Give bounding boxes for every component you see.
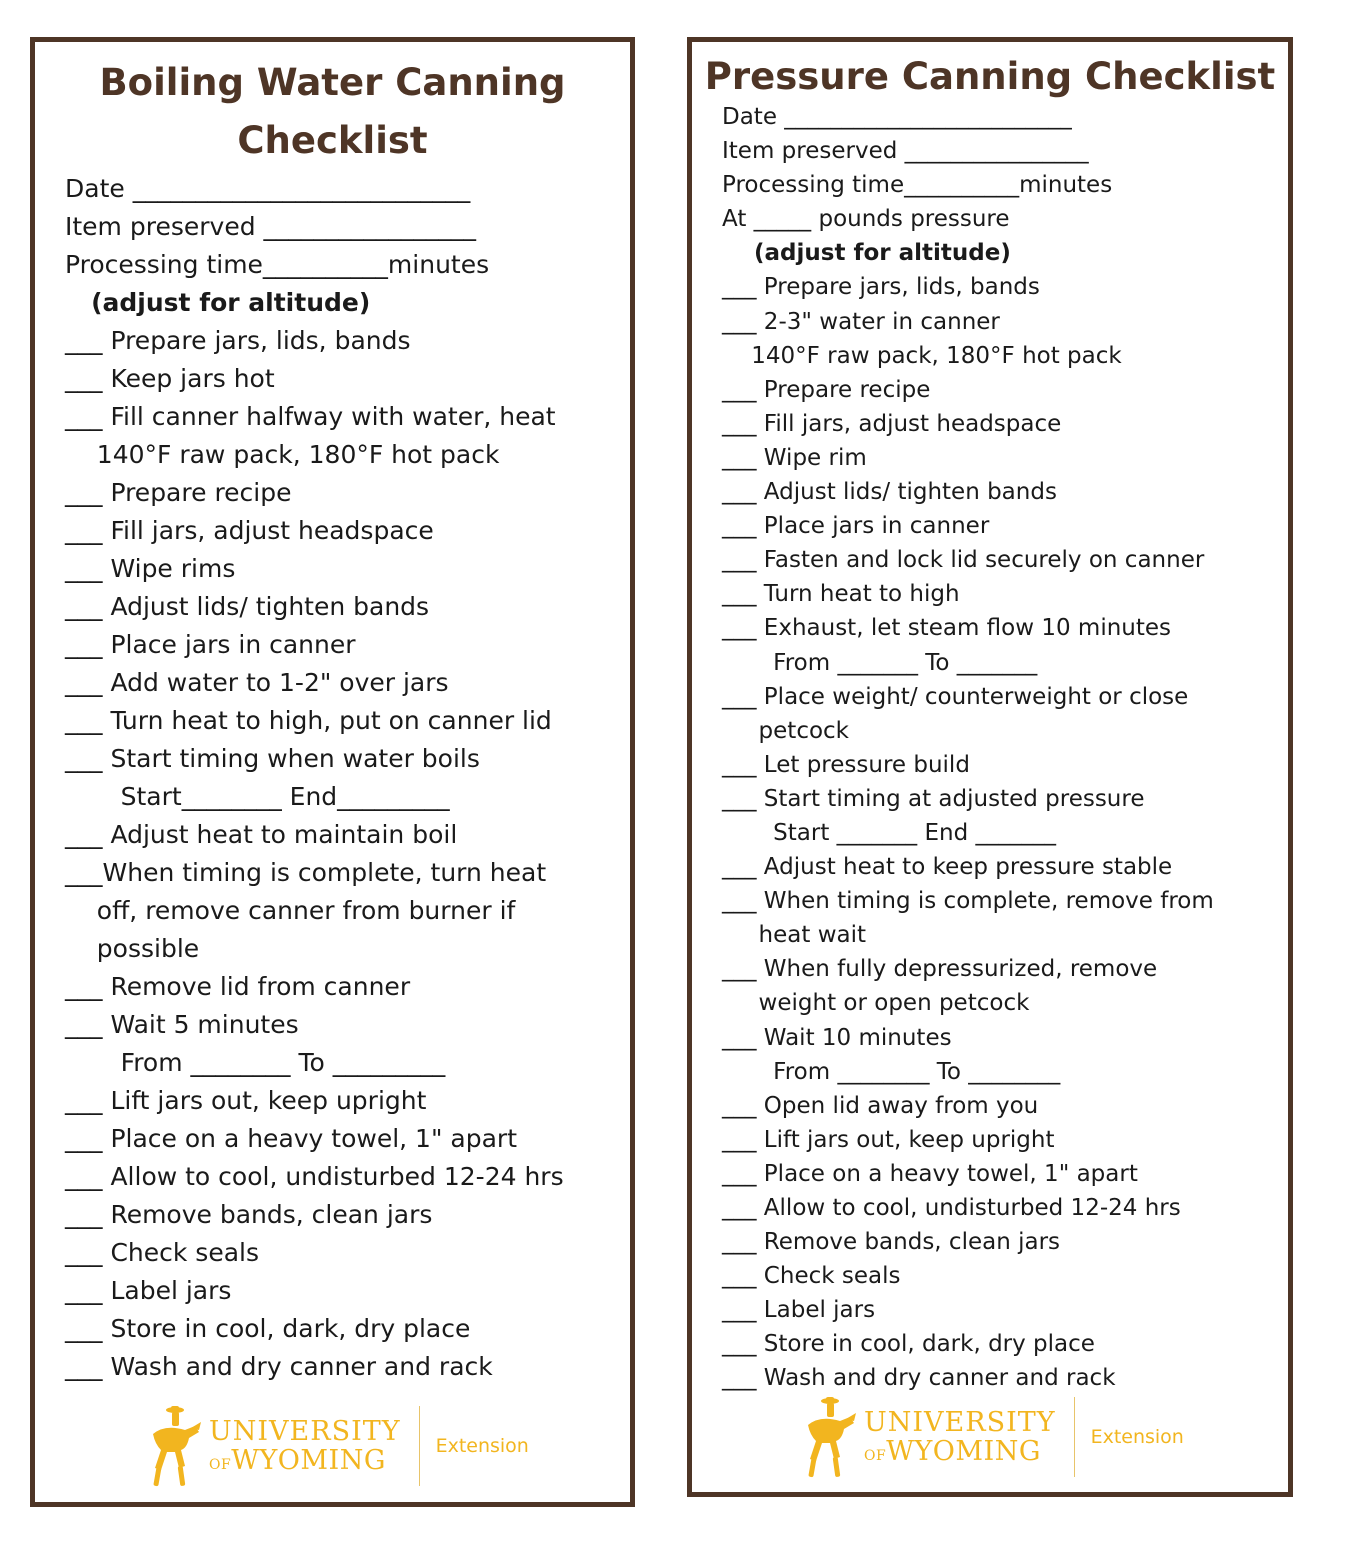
checklist-line: ___ Prepare recipe	[722, 376, 931, 403]
checklist-line: At _____ pounds pressure	[722, 206, 1010, 233]
checklist-line: ___ Place on a heavy towel, 1" apart	[722, 1160, 1138, 1187]
checklist-line: ___ Remove lid from canner	[65, 972, 411, 1001]
altitude-note: (adjust for altitude)	[65, 288, 371, 317]
checklist-line: weight or open petcock	[722, 990, 1030, 1017]
checklist-line: ___ Store in cool, dark, dry place	[65, 1314, 471, 1343]
university-wordmark	[209, 1418, 401, 1474]
checklist-line: ___ Lift jars out, keep upright	[65, 1086, 427, 1115]
checklist-line: ___ Remove bands, clean jars	[65, 1200, 433, 1229]
bucking-horse-icon	[800, 1395, 858, 1479]
checklist-line: ___ Store in cool, dark, dry place	[722, 1331, 1095, 1358]
wordmark-of: OF	[864, 1448, 887, 1464]
checklist-line: ___ Remove bands, clean jars	[722, 1229, 1061, 1256]
boiling-water-title	[35, 42, 630, 170]
checklist-line: ___ Wait 10 minutes	[722, 1024, 952, 1051]
checklist-line: ___ Place jars in canner	[722, 513, 990, 540]
logo-divider	[419, 1406, 420, 1486]
checklist-line: ___When timing is complete, turn heat	[65, 858, 547, 887]
checklist-line: ___ Wash and dry canner and rack	[65, 1352, 493, 1381]
checklist-line: From ________ To ________	[722, 1058, 1061, 1085]
checklist-line: ___ Add water to 1-2" over jars	[65, 668, 449, 697]
checklist-line: ___ Place on a heavy towel, 1" apart	[65, 1124, 518, 1153]
checklist-line: ___ Prepare recipe	[65, 478, 292, 507]
checklist-line: ___ 2-3" water in canner	[722, 308, 1000, 335]
checklist-line: From ________ To _________	[65, 1048, 446, 1077]
checklist-line: ___ Label jars	[65, 1276, 232, 1305]
checklist-line: ___ Adjust lids/ tighten bands	[65, 592, 430, 621]
checklist-line: ___ Adjust lids/ tighten bands	[722, 479, 1057, 506]
checklist-line: ___ Let pressure build	[722, 751, 970, 778]
checklist-line: 140°F raw pack, 180°F hot pack	[722, 342, 1122, 369]
university-wordmark	[864, 1409, 1056, 1465]
checklist-line: ___ Adjust heat to keep pressure stable	[722, 854, 1173, 881]
checklist-line: ___ Turn heat to high, put on canner lid	[65, 706, 552, 735]
pressure-canning-title: Pressure Canning Checklist	[704, 55, 1276, 98]
pressure-canning-checklist-card	[687, 37, 1293, 1497]
checklist-line: ___ When fully depressurized, remove	[722, 956, 1158, 983]
checklist-line: Processing time__________minutes	[65, 250, 490, 279]
title-line-1: Boiling Water Canning	[99, 61, 566, 104]
checklist-line: ___ Open lid away from you	[722, 1092, 1039, 1119]
checklist-line: ___ Prepare jars, lids, bands	[65, 326, 411, 355]
checklist-line: Date ___________________________	[65, 174, 471, 203]
checklist-line: ___ Allow to cool, undisturbed 12-24 hrs	[65, 1162, 564, 1191]
checklist-line: ___ Fasten and lock lid securely on canner	[722, 547, 1205, 574]
wordmark-wyoming: WYOMING	[231, 1445, 386, 1476]
checklist-line: petcock	[722, 717, 850, 744]
checklist-line: ___ Check seals	[65, 1238, 259, 1267]
wordmark-university: UNIVERSITY	[209, 1416, 401, 1447]
checklist-line: ___ Keep jars hot	[65, 364, 275, 393]
checklist-line: ___ Place jars in canner	[65, 630, 356, 659]
altitude-note: (adjust for altitude)	[722, 240, 1011, 267]
logo-divider	[1074, 1397, 1075, 1477]
checklist-line: 140°F raw pack, 180°F hot pack	[65, 440, 500, 469]
checklist-line: ___ Prepare jars, lids, bands	[722, 274, 1040, 301]
checklist-line: ___ Place weight/ counterweight or close	[722, 683, 1189, 710]
checklist-line: ___ Label jars	[722, 1297, 876, 1324]
title-line-2: Checklist	[237, 119, 428, 162]
checklist-line: heat wait	[722, 922, 867, 949]
checklist-line: ___ Adjust heat to maintain boil	[65, 820, 458, 849]
checklist-line: ___ Turn heat to high	[722, 581, 960, 608]
university-logo	[800, 1395, 1184, 1479]
checklist-line: ___ Allow to cool, undisturbed 12-24 hrs	[722, 1195, 1181, 1221]
checklist-line: ___ Start timing when water boils	[65, 744, 480, 773]
checklist-line: ___ Wait 5 minutes	[65, 1010, 299, 1039]
extension-label: Extension	[435, 1435, 529, 1457]
checklist-line: Date _________________________	[722, 104, 1072, 130]
checklist-line: ___ Wash and dry canner and rack	[722, 1365, 1116, 1392]
bucking-horse-icon	[145, 1404, 203, 1488]
wordmark-of: OF	[209, 1457, 232, 1473]
checklist-line: possible	[65, 934, 200, 963]
checklist-line: off, remove canner from burner if	[65, 896, 516, 925]
university-logo	[145, 1404, 529, 1488]
wordmark-university: UNIVERSITY	[864, 1407, 1056, 1438]
checklist-items	[65, 170, 564, 1386]
boiling-water-checklist-card	[30, 37, 635, 1507]
checklist-items	[722, 100, 1214, 1396]
checklist-line: From _______ To _______	[722, 649, 1038, 676]
checklist-line: Start________ End_________	[65, 782, 450, 811]
checklist-line: Start _______ End _______	[722, 819, 1057, 846]
checklist-line: ___ Fill canner halfway with water, heat	[65, 402, 556, 431]
checklist-line: Item preserved _________________	[65, 212, 477, 241]
checklist-line: ___ Fill jars, adjust headspace	[722, 410, 1062, 437]
checklist-line: ___ Exhaust, let steam flow 10 minutes	[722, 615, 1172, 642]
checklist-line: Item preserved ________________	[722, 138, 1089, 165]
checklist-line: ___ Wipe rims	[65, 554, 236, 583]
checklist-line: ___ When timing is complete, remove from	[722, 888, 1214, 915]
checklist-line: ___ Check seals	[722, 1263, 901, 1290]
checklist-line: ___ Wipe rim	[722, 444, 867, 471]
checklist-line: ___ Fill jars, adjust headspace	[65, 516, 434, 545]
checklist-line: Processing time__________minutes	[722, 172, 1113, 199]
checklist-line: ___ Lift jars out, keep upright	[722, 1126, 1055, 1153]
checklist-line: ___ Start timing at adjusted pressure	[722, 785, 1145, 812]
extension-label: Extension	[1090, 1426, 1184, 1448]
wordmark-wyoming: WYOMING	[886, 1436, 1041, 1467]
